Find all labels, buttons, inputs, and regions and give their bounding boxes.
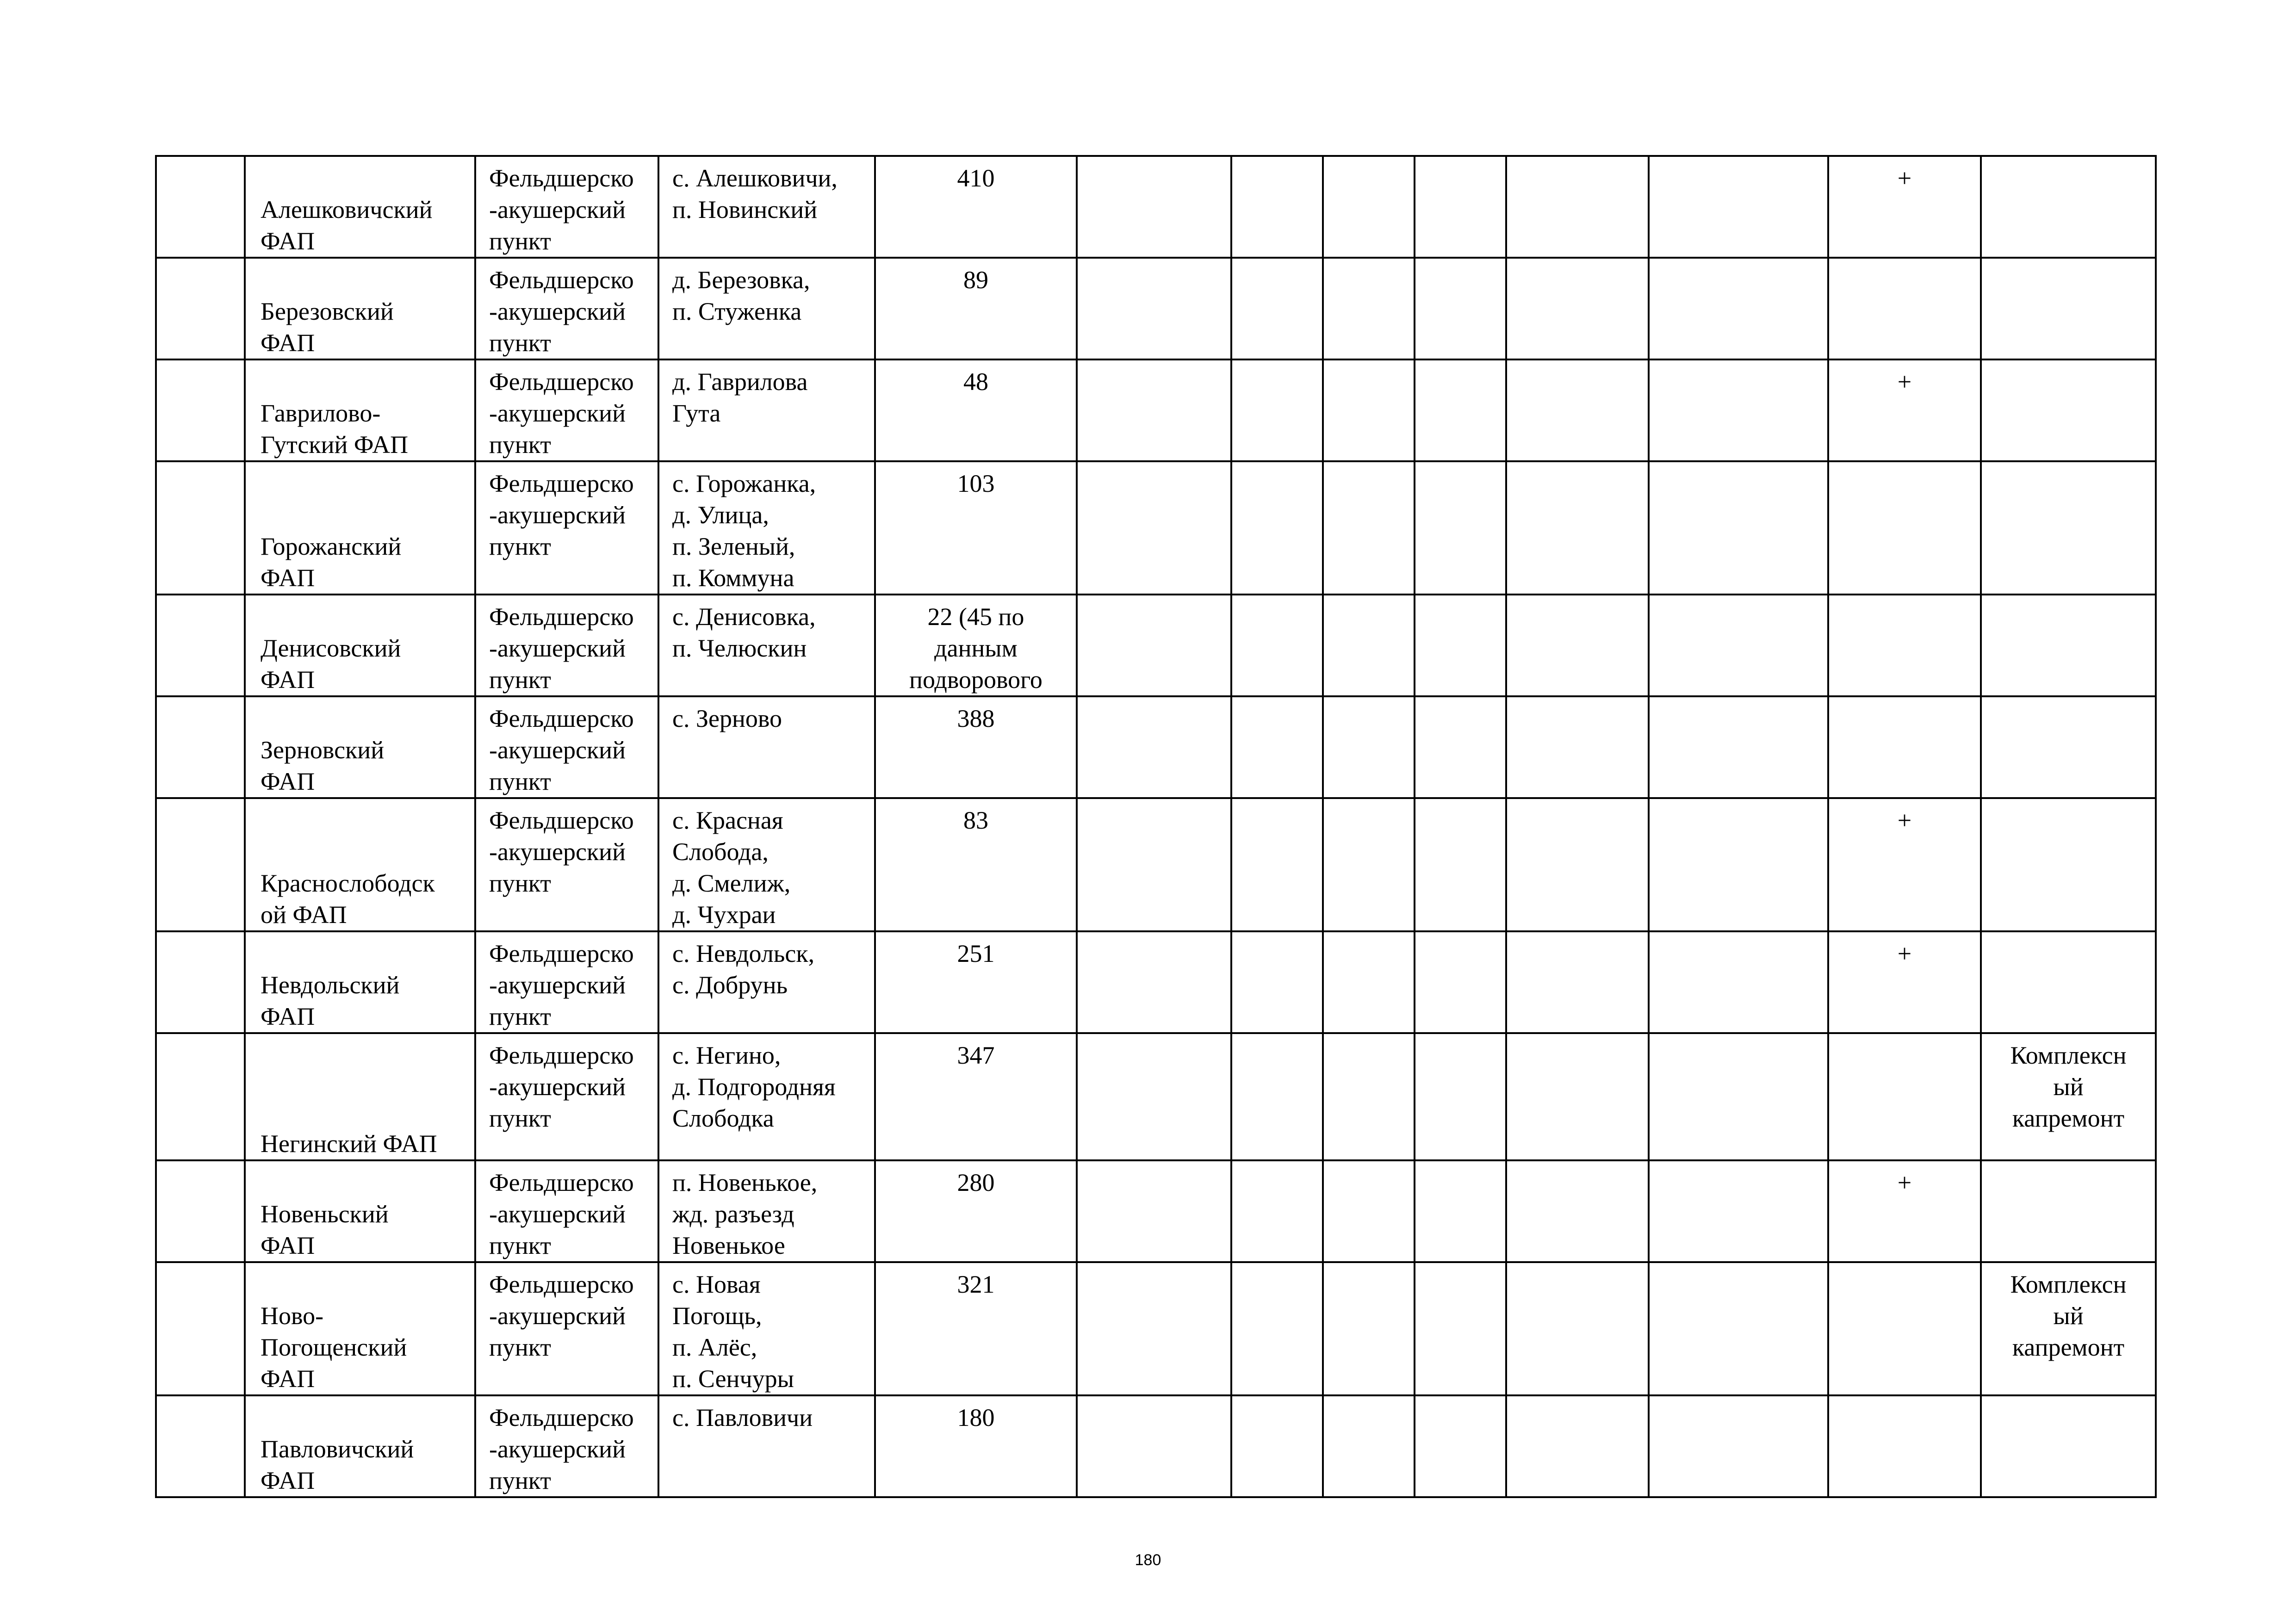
facility-type-cell-text: Фельдшерско -акушерский пункт (489, 1404, 634, 1494)
table-row (156, 1033, 2156, 1160)
empty-cell (1323, 798, 1415, 931)
served-places-cell (658, 1160, 875, 1262)
population-cell (875, 595, 1077, 696)
population-cell (875, 798, 1077, 931)
repair-note-cell-text (1982, 595, 2155, 601)
served-places-cell (658, 359, 875, 461)
facility-type-cell (475, 258, 658, 359)
facility-type-cell-text: Фельдшерско -акушерский пункт (489, 164, 634, 255)
facility-type-cell (475, 359, 658, 461)
plus-mark-cell (1828, 359, 1981, 461)
facility-type-cell (475, 1262, 658, 1395)
repair-note-cell (1981, 1262, 2156, 1395)
plus-mark-cell-text: + (1897, 1169, 1912, 1196)
facility-type-cell-text: Фельдшерско -акушерский пункт (489, 1041, 634, 1132)
facility-name-cell (245, 696, 475, 798)
index-cell (156, 1033, 245, 1160)
population-cell-text: 48 (963, 368, 988, 396)
facility-name-cell (245, 595, 475, 696)
plus-mark-cell-text (1829, 259, 1980, 264)
facility-type-cell (475, 1395, 658, 1497)
plus-mark-cell-text (1829, 1034, 1980, 1040)
plus-mark-cell (1828, 595, 1981, 696)
plus-mark-cell (1828, 258, 1981, 359)
facility-type-cell (475, 595, 658, 696)
plus-mark-cell-text: + (1897, 368, 1912, 396)
repair-note-cell (1981, 1160, 2156, 1262)
empty-cell (1506, 595, 1649, 696)
facility-name-cell-text: Ново- Погощенский ФАП (261, 1302, 407, 1393)
repair-note-cell (1981, 359, 2156, 461)
repair-note-cell (1981, 258, 2156, 359)
repair-note-cell-text (1982, 157, 2155, 162)
empty-cell (1506, 1033, 1649, 1160)
empty-cell (1506, 156, 1649, 258)
index-cell (156, 1395, 245, 1497)
repair-note-cell-text (1982, 360, 2155, 366)
empty-cell (1649, 258, 1828, 359)
served-places-cell-text: с. Новая Погощь, п. Алёс, п. Сенчуры (672, 1270, 794, 1393)
repair-note-cell-text (1982, 1161, 2155, 1167)
empty-cell (1077, 798, 1231, 931)
empty-cell (1506, 1395, 1649, 1497)
served-places-cell-text: с. Денисовка, п. Челюскин (672, 603, 816, 662)
population-cell (875, 931, 1077, 1033)
empty-cell (1323, 696, 1415, 798)
served-places-cell (658, 461, 875, 595)
empty-cell (1649, 1160, 1828, 1262)
repair-note-cell (1981, 156, 2156, 258)
empty-cell (1415, 461, 1506, 595)
empty-cell (1323, 258, 1415, 359)
empty-cell (1415, 798, 1506, 931)
population-cell-text: 251 (957, 940, 995, 967)
facility-name-cell-text: Павловичский ФАП (261, 1435, 414, 1494)
facility-type-cell-text: Фельдшерско -акушерский пункт (489, 470, 634, 560)
empty-cell (1649, 359, 1828, 461)
population-cell-text: 388 (957, 705, 995, 732)
table-row (156, 258, 2156, 359)
empty-cell (1231, 258, 1323, 359)
facility-type-cell (475, 1033, 658, 1160)
served-places-cell (658, 696, 875, 798)
plus-mark-cell-text (1829, 697, 1980, 703)
repair-note-cell-text (1982, 1396, 2155, 1402)
empty-cell (1077, 1395, 1231, 1497)
served-places-cell-text: с. Невдольск, с. Добрунь (672, 940, 815, 999)
index-cell (156, 1262, 245, 1395)
empty-cell (1506, 1160, 1649, 1262)
empty-cell (1077, 931, 1231, 1033)
repair-note-cell-text (1982, 697, 2155, 703)
population-cell (875, 156, 1077, 258)
index-cell (156, 1160, 245, 1262)
table-row (156, 359, 2156, 461)
empty-cell (1415, 359, 1506, 461)
facility-name-cell (245, 931, 475, 1033)
served-places-cell (658, 798, 875, 931)
facility-name-cell (245, 258, 475, 359)
facility-name-cell-text: Березовский ФАП (261, 297, 394, 357)
empty-cell (1649, 931, 1828, 1033)
served-places-cell-text: с. Павловичи (672, 1404, 813, 1431)
empty-cell (1415, 1160, 1506, 1262)
empty-cell (1506, 696, 1649, 798)
facility-type-cell-text: Фельдшерско -акушерский пункт (489, 1270, 634, 1361)
plus-mark-cell (1828, 156, 1981, 258)
empty-cell (1323, 461, 1415, 595)
empty-cell (1415, 595, 1506, 696)
served-places-cell-text: с. Зерново (672, 705, 782, 732)
repair-note-cell (1981, 1033, 2156, 1160)
served-places-cell (658, 1033, 875, 1160)
index-cell (156, 931, 245, 1033)
empty-cell (1323, 1262, 1415, 1395)
repair-note-cell-text (1982, 932, 2155, 938)
empty-cell (1506, 461, 1649, 595)
plus-mark-cell (1828, 931, 1981, 1033)
empty-cell (1506, 258, 1649, 359)
empty-cell (1231, 1262, 1323, 1395)
repair-note-cell (1981, 1395, 2156, 1497)
empty-cell (1231, 1395, 1323, 1497)
empty-cell (1231, 156, 1323, 258)
repair-note-cell-text: Комплексн ый капремонт (2010, 1270, 2127, 1361)
table-row (156, 156, 2156, 258)
facility-name-cell-text: Новеньский ФАП (261, 1200, 389, 1259)
plus-mark-cell-text: + (1897, 164, 1912, 192)
repair-note-cell-text (1982, 462, 2155, 468)
empty-cell (1077, 1160, 1231, 1262)
population-cell-text: 410 (957, 164, 995, 192)
served-places-cell-text: с. Красная Слобода, д. Смелиж, д. Чухраи (672, 806, 791, 929)
plus-mark-cell-text: + (1897, 806, 1912, 834)
population-cell-text: 89 (963, 266, 988, 294)
served-places-cell (658, 1395, 875, 1497)
served-places-cell-text: с. Алешковичи, п. Новинский (672, 164, 838, 223)
population-cell (875, 696, 1077, 798)
index-cell (156, 595, 245, 696)
table-row (156, 595, 2156, 696)
facility-type-cell (475, 1160, 658, 1262)
served-places-cell (658, 595, 875, 696)
table-row (156, 1395, 2156, 1497)
plus-mark-cell (1828, 798, 1981, 931)
population-cell-text: 83 (963, 806, 988, 834)
plus-mark-cell-text (1829, 595, 1980, 601)
table-row (156, 1160, 2156, 1262)
served-places-cell-text: с. Негино, д. Подгородняя Слободка (672, 1041, 836, 1132)
index-cell (156, 798, 245, 931)
empty-cell (1323, 1395, 1415, 1497)
facility-name-cell-text: Краснослободск ой ФАП (261, 869, 435, 929)
index-cell (156, 461, 245, 595)
population-cell-text: 321 (957, 1270, 995, 1298)
served-places-cell (658, 1262, 875, 1395)
facility-type-cell (475, 461, 658, 595)
empty-cell (1077, 156, 1231, 258)
facility-name-cell (245, 798, 475, 931)
empty-cell (1323, 595, 1415, 696)
facility-name-cell-text: Зерновский ФАП (261, 736, 385, 795)
repair-note-cell-text (1982, 259, 2155, 264)
facility-name-cell (245, 359, 475, 461)
facility-type-cell-text: Фельдшерско -акушерский пункт (489, 705, 634, 795)
facility-type-cell (475, 931, 658, 1033)
empty-cell (1415, 1033, 1506, 1160)
plus-mark-cell-text (1829, 1263, 1980, 1269)
empty-cell (1323, 1033, 1415, 1160)
population-cell-text: 22 (45 по данным подворового (909, 603, 1043, 694)
plus-mark-cell (1828, 1160, 1981, 1262)
empty-cell (1506, 798, 1649, 931)
empty-cell (1649, 1033, 1828, 1160)
facility-name-cell-text: Денисовский ФАП (261, 634, 401, 694)
index-cell (156, 696, 245, 798)
empty-cell (1506, 1262, 1649, 1395)
empty-cell (1323, 1160, 1415, 1262)
facility-type-cell-text: Фельдшерско -акушерский пункт (489, 1169, 634, 1259)
plus-mark-cell (1828, 696, 1981, 798)
population-cell (875, 1262, 1077, 1395)
repair-note-cell (1981, 798, 2156, 931)
served-places-cell (658, 258, 875, 359)
plus-mark-cell (1828, 1262, 1981, 1395)
index-cell (156, 156, 245, 258)
population-cell-text: 180 (957, 1404, 995, 1431)
page-number: 180 (1135, 1551, 1161, 1569)
served-places-cell-text: п. Новенькое, жд. разъезд Новенькое (672, 1169, 818, 1259)
empty-cell (1415, 696, 1506, 798)
facility-name-cell-text: Гаврилово- Гутский ФАП (261, 399, 409, 458)
empty-cell (1077, 359, 1231, 461)
facility-type-cell (475, 696, 658, 798)
facility-name-cell-text: Алешковичский ФАП (261, 196, 433, 255)
served-places-cell-text: д. Гаврилова Гута (672, 368, 808, 427)
empty-cell (1231, 359, 1323, 461)
table-row (156, 931, 2156, 1033)
empty-cell (1649, 1262, 1828, 1395)
facility-type-cell-text: Фельдшерско -акушерский пункт (489, 368, 634, 458)
population-cell (875, 359, 1077, 461)
plus-mark-cell (1828, 1395, 1981, 1497)
empty-cell (1077, 696, 1231, 798)
population-cell (875, 1395, 1077, 1497)
facility-type-cell-text: Фельдшерско -акушерский пункт (489, 603, 634, 694)
plus-mark-cell-text (1829, 1396, 1980, 1402)
empty-cell (1231, 595, 1323, 696)
repair-note-cell (1981, 696, 2156, 798)
empty-cell (1231, 1160, 1323, 1262)
population-cell (875, 461, 1077, 595)
table-row (156, 1262, 2156, 1395)
empty-cell (1231, 931, 1323, 1033)
empty-cell (1649, 798, 1828, 931)
plus-mark-cell (1828, 461, 1981, 595)
population-cell-text: 347 (957, 1041, 995, 1069)
empty-cell (1649, 696, 1828, 798)
empty-cell (1415, 1395, 1506, 1497)
empty-cell (1323, 931, 1415, 1033)
facility-name-cell-text: Негинский ФАП (261, 1130, 437, 1158)
table-body (156, 156, 2156, 1497)
facility-name-cell-text: Горожанский ФАП (261, 533, 402, 592)
facility-type-cell-text: Фельдшерско -акушерский пункт (489, 940, 634, 1030)
facility-type-cell-text: Фельдшерско -акушерский пункт (489, 806, 634, 897)
facility-name-cell (245, 1395, 475, 1497)
empty-cell (1323, 359, 1415, 461)
empty-cell (1323, 156, 1415, 258)
empty-cell (1231, 1033, 1323, 1160)
facility-name-cell-text: Невдольский ФАП (261, 971, 400, 1030)
served-places-cell (658, 156, 875, 258)
empty-cell (1077, 1262, 1231, 1395)
facility-type-cell-text: Фельдшерско -акушерский пункт (489, 266, 634, 357)
repair-note-cell-text (1982, 799, 2155, 805)
empty-cell (1231, 461, 1323, 595)
plus-mark-cell-text (1829, 462, 1980, 468)
repair-note-cell (1981, 931, 2156, 1033)
index-cell (156, 258, 245, 359)
table-row (156, 696, 2156, 798)
population-cell-text: 103 (957, 470, 995, 497)
empty-cell (1506, 931, 1649, 1033)
facility-name-cell (245, 461, 475, 595)
repair-note-cell (1981, 595, 2156, 696)
empty-cell (1649, 1395, 1828, 1497)
served-places-cell (658, 931, 875, 1033)
population-cell (875, 258, 1077, 359)
empty-cell (1077, 461, 1231, 595)
facility-table (155, 155, 2157, 1498)
index-cell (156, 359, 245, 461)
facility-type-cell (475, 798, 658, 931)
table-row (156, 461, 2156, 595)
facility-type-cell (475, 156, 658, 258)
empty-cell (1415, 258, 1506, 359)
population-cell-text: 280 (957, 1169, 995, 1196)
empty-cell (1649, 461, 1828, 595)
repair-note-cell-text: Комплексн ый капремонт (2010, 1041, 2127, 1132)
repair-note-cell (1981, 461, 2156, 595)
empty-cell (1231, 696, 1323, 798)
empty-cell (1649, 595, 1828, 696)
empty-cell (1415, 156, 1506, 258)
empty-cell (1231, 798, 1323, 931)
facility-name-cell (245, 156, 475, 258)
empty-cell (1649, 156, 1828, 258)
empty-cell (1077, 258, 1231, 359)
facility-name-cell (245, 1033, 475, 1160)
population-cell (875, 1033, 1077, 1160)
empty-cell (1415, 931, 1506, 1033)
population-cell (875, 1160, 1077, 1262)
served-places-cell-text: с. Горожанка, д. Улица, п. Зеленый, п. Коммуна (672, 470, 816, 592)
facility-name-cell (245, 1262, 475, 1395)
empty-cell (1077, 595, 1231, 696)
plus-mark-cell (1828, 1033, 1981, 1160)
plus-mark-cell-text: + (1897, 940, 1912, 967)
served-places-cell-text: д. Березовка, п. Стуженка (672, 266, 810, 325)
empty-cell (1077, 1033, 1231, 1160)
table-row (156, 798, 2156, 931)
empty-cell (1415, 1262, 1506, 1395)
empty-cell (1506, 359, 1649, 461)
facility-name-cell (245, 1160, 475, 1262)
